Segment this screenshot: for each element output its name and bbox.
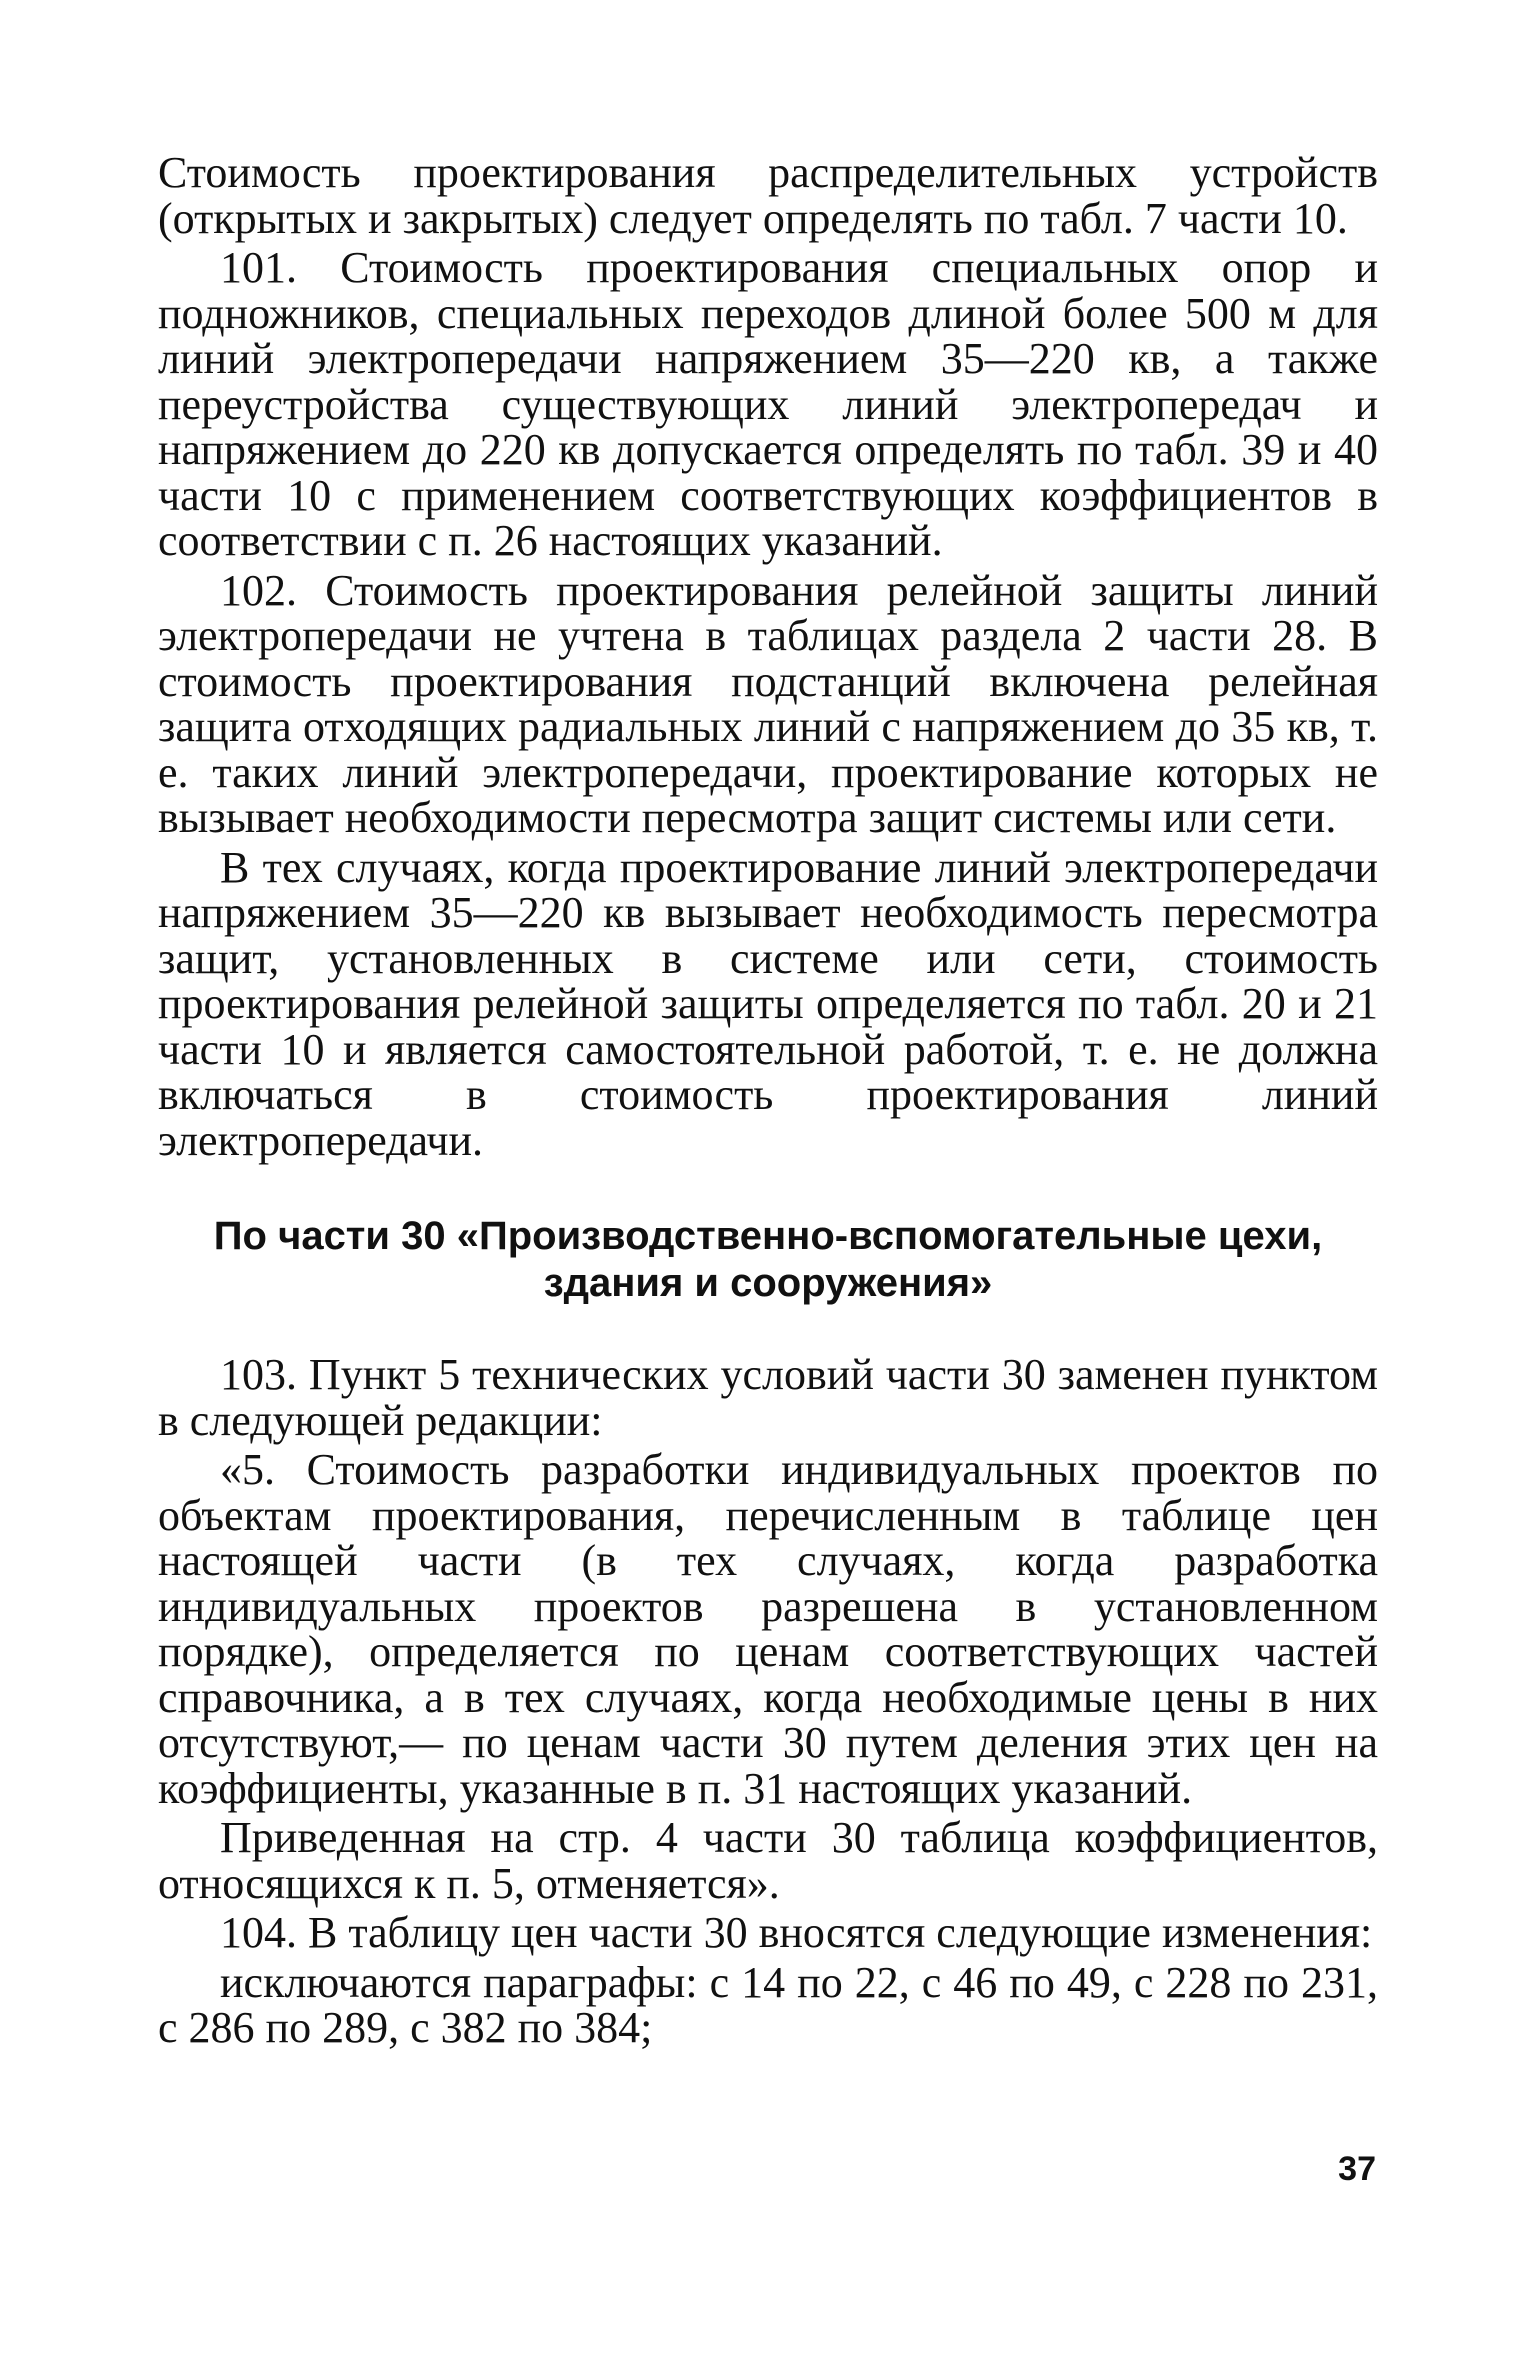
paragraph-104: 104. В таблицу цен части 30 вносятся следующие изменения: <box>220 1908 1373 1957</box>
paragraph-coefficients: Приведенная на стр. 4 части 30 таблица коэффициентов, относящихся к п. 5, отменяется». <box>158 1813 1378 1908</box>
paragraph-103: 103. Пункт 5 технических условий части 30 заменен пунктом в следующей редакции: <box>158 1350 1378 1445</box>
page-number: 37 <box>1338 2150 1376 2188</box>
section-heading <box>158 1213 1378 1307</box>
paragraph-101: 101. Стоимость проектирования специальных опор и подножников, специальных переходов длиной более 500 м для линий электропередачи напряжением 35—220 кв, а также переустройства существующих линий электропередач и напряжением до 220 кв допускается определять по табл. 39 и 40 части 10 с применением соответствующих коэффициентов в соответствии с п. 26 настоящих указаний. <box>158 243 1378 565</box>
paragraph-relay-protection: В тех случаях, когда проектирование линий электропередачи напряжением 35—220 кв вызывает необходимость пересмотра защит, установленных в системе или сети, стоимость проектирования релейной защиты определяется по табл. 20 и 21 части 10 и является самостоятельной работой, т. е. не должна включаться в стоимость проектирования линий электропередачи. <box>158 842 1378 1165</box>
paragraph-distribution-devices: Стоимость проектирования распределительных устройств (открытых и закрытых) следует определять по табл. 7 части 10. <box>158 148 1378 243</box>
page-body <box>158 150 1378 2051</box>
paragraph-excluded-sections: исключаются параграфы: с 14 по 22, с 46 по 49, с 228 по 231, с 286 по 289, с 382 по 384; <box>158 1957 1378 2052</box>
paragraph-quote-5: «5. Стоимость разработки индивидуальных проектов по объектам проектирования, перечисленным в таблице цен настоящей части (в тех случаях, когда разработка индивидуальных проектов разрешена в установленном порядке), определяется по ценам соответствующих частей справочника, а в тех случаях, когда необходимые цены в них отсутствуют,— по ценам части 30 путем деления этих цен на коэффициенты, указанные в п. 31 настоящих указаний. <box>158 1445 1378 1813</box>
section-heading-line-2: здания и сооружения» <box>543 1261 993 1305</box>
paragraph-102: 102. Стоимость проектирования релейной защиты линий электропередачи не учтена в таблицах раздела 2 части 28. В стоимость проектирования подстанций включена релейная защита отходящих радиальных линий с напряжением до 35 кв, т. е. таких линий электропередачи, проектирование которых не вызывает необходимости пересмотра защит системы или сети. <box>158 565 1378 842</box>
section-heading-line-1: По части 30 «Производственно-вспомогательные цехи, <box>213 1214 1323 1258</box>
